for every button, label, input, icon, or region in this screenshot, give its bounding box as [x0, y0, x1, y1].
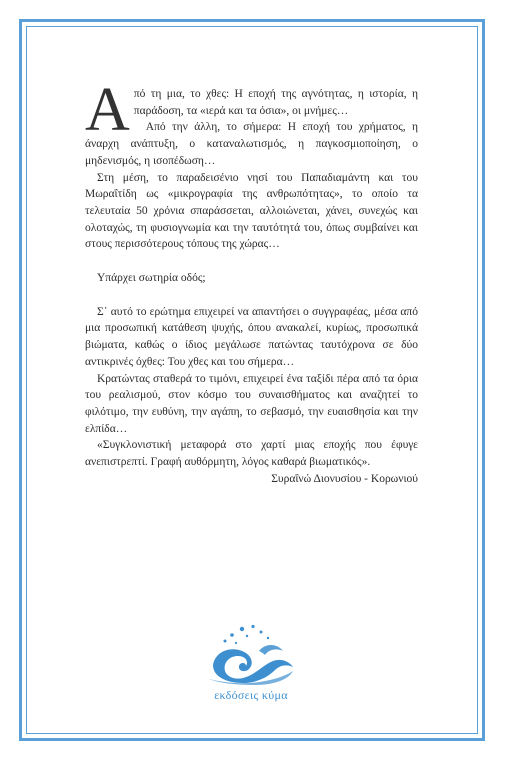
drop-cap: Α — [85, 76, 130, 144]
paragraph-4: Σ᾽ αυτό το ερώτημα επιχειρεί να απαντήσει ο συγγραφέας, μέσα από μια προσωπική κατάθεση ψυχής, όπου ανακαλεί, κυρίως, προσωπικά βιώματα, καθώς ο ίδιος μεγάλωσε πατώντας ταυτόχρονα σε δύο αντικρινές όχθες: Του χθες και του σήμερα… — [85, 305, 418, 368]
paragraph-1: Από τη μια, το χθες: Η εποχή της αγνότητας, η ιστορία, η παράδοση, τα «ιερά και τα όσια», οι μνήμες… — [85, 76, 418, 144]
paragraph-2: Από την άλλη, το σήμερα: Η εποχή του χρήματος, η άναρχη ανάπτυξη, ο καταναλωτισμός, η παγκοσμιοποίηση, ο μηδενισμός, η ισοπέδωση… — [85, 121, 418, 167]
quote-author: Συραΐνώ Διονυσίου - Κορωνιού — [271, 472, 418, 485]
review-quote: «Συγκλονιστική μεταφορά στο χαρτί μιας εποχής που έφυγε ανεπιστρεπτί. Γραφή αυθόρμητη, λόγος καθαρά βιωματικός». — [85, 439, 418, 469]
back-cover-text — [85, 76, 418, 487]
paragraph-question: Υπάρχει σωτηρία οδός; — [97, 272, 206, 285]
wave-logo-icon — [205, 623, 297, 685]
paragraph-3: Στη μέση, το παραδεισένιο νησί του Παπαδιαμάντη και του Μωραΐτίδη ως «μικρογραφία της ανθρωπότητας», το οποίο τα τελευταία 50 χρόνια σπαράσσεται, αλλοιώνεται, χάνει, συνεχώς και ολοταχώς, τη φυσιογνωμία και την ταυτότητά του, όπως συμβαίνει και στους περισσότερους τόπους της χώρας… — [85, 171, 418, 251]
publisher-name: εκδόσεις κύμα — [214, 688, 288, 702]
paragraph-5: Κρατώντας σταθερά το τιμόνι, επιχειρεί ένα ταξίδι πέρα από τα όρια του ρεαλισμού, στον κόσμο του συναισθήματος και αναζητεί το φιλότιμο, την ευθύνη, την αγάπη, το σεβασμό, την ευαισθησία και την ελπίδα… — [85, 372, 418, 435]
